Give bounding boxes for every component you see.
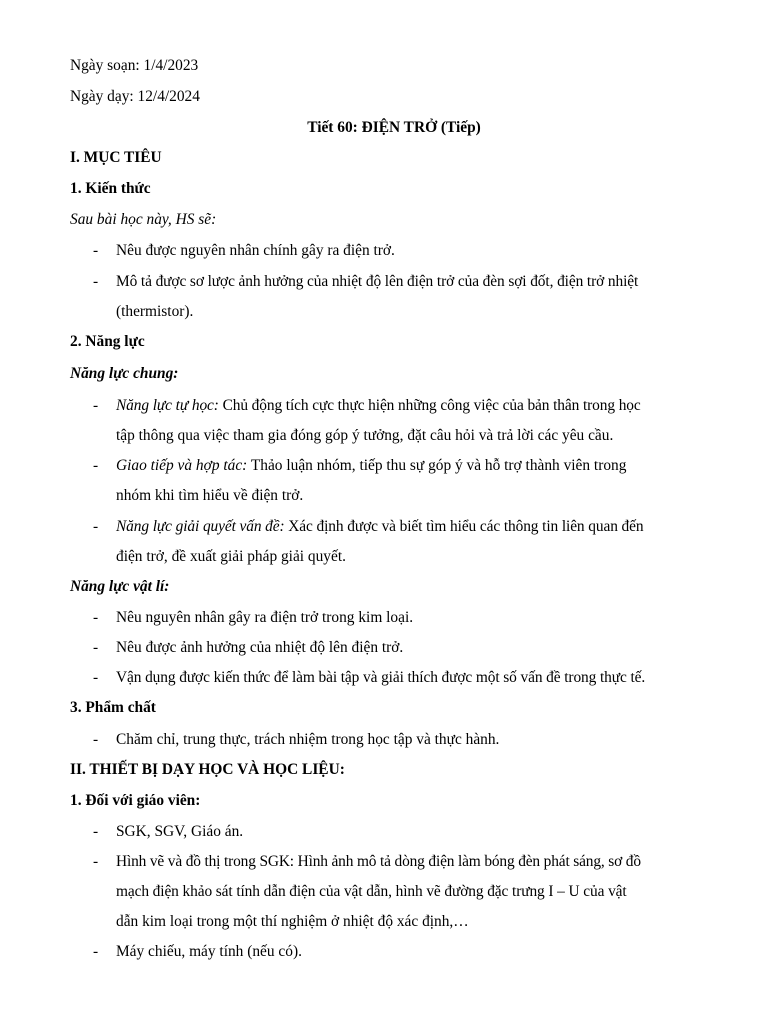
list-item-text-cont: tập thông qua việc tham gia đóng góp ý tưởng, đặt câu hỏi và trả lời các yêu cầu. bbox=[116, 427, 614, 444]
list-item-label: Năng lực giải quyết vấn đề: bbox=[116, 518, 285, 535]
list-item-text: Nêu được nguyên nhân chính gây ra điện trở. bbox=[116, 242, 395, 259]
list-item-text: SGK, SGV, Giáo án. bbox=[116, 823, 244, 840]
date-taught: Ngày dạy: 12/4/2024 bbox=[70, 88, 200, 105]
knowledge-heading: 1. Kiến thức bbox=[70, 180, 151, 197]
list-item-text bbox=[116, 456, 626, 476]
list-item-text: Chăm chỉ, trung thực, trách nhiệm trong học tập và thực hành. bbox=[116, 731, 500, 748]
knowledge-intro: Sau bài học này, HS sẽ: bbox=[70, 211, 217, 228]
list-item-text-cont: điện trở, đề xuất giải pháp giải quyết. bbox=[116, 548, 346, 565]
list-item-text bbox=[116, 517, 643, 537]
list-item-text-cont: (thermistor). bbox=[116, 303, 194, 320]
bullet-dash: - bbox=[93, 273, 99, 290]
list-item-body: Thảo luận nhóm, tiếp thu sự góp ý và hỗ trợ thành viên trong bbox=[247, 457, 627, 474]
bullet-dash: - bbox=[93, 397, 99, 414]
bullet-dash: - bbox=[93, 853, 99, 870]
teacher-heading: 1. Đối với giáo viên: bbox=[70, 792, 201, 809]
bullet-dash: - bbox=[93, 823, 99, 840]
bullet-dash: - bbox=[93, 943, 99, 960]
list-item-text: Nêu được ảnh hưởng của nhiệt độ lên điện trở. bbox=[116, 639, 404, 656]
competence-heading: 2. Năng lực bbox=[70, 333, 145, 350]
list-item-label: Năng lực tự học: bbox=[116, 397, 219, 414]
list-item-text-cont: mạch điện khảo sát tính dẫn điện của vật dẫn, hình vẽ đường đặc trưng I – U của vật bbox=[116, 883, 627, 900]
list-item-text: Hình vẽ và đồ thị trong SGK: Hình ảnh mô tả dòng điện làm bóng đèn phát sáng, sơ đồ bbox=[116, 853, 641, 870]
list-item-text: Nêu nguyên nhân gây ra điện trở trong kim loại. bbox=[116, 609, 414, 626]
list-item-text: Vận dụng được kiến thức để làm bài tập và giải thích được một số vấn đề trong thực tế. bbox=[116, 669, 646, 686]
section2-heading: II. THIẾT BỊ DẠY HỌC VÀ HỌC LIỆU: bbox=[70, 761, 345, 778]
date-prepared: Ngày soạn: 1/4/2023 bbox=[70, 57, 199, 74]
list-item-text-cont: dẫn kim loại trong một thí nghiệm ở nhiệt độ xác định,… bbox=[116, 913, 469, 930]
section1-heading: I. MỤC TIÊU bbox=[70, 149, 162, 166]
bullet-dash: - bbox=[93, 609, 99, 626]
bullet-dash: - bbox=[93, 639, 99, 656]
bullet-dash: - bbox=[93, 669, 99, 686]
list-item-text: Mô tả được sơ lược ảnh hưởng của nhiệt độ lên điện trở của đèn sợi đốt, điện trở nhiệt bbox=[116, 273, 639, 290]
list-item-text-cont: nhóm khi tìm hiểu về điện trở. bbox=[116, 487, 304, 504]
bullet-dash: - bbox=[93, 518, 99, 535]
list-item-text: Máy chiếu, máy tính (nếu có). bbox=[116, 943, 302, 960]
list-item-text bbox=[116, 396, 641, 416]
list-item-label: Giao tiếp và hợp tác: bbox=[116, 457, 248, 474]
bullet-dash: - bbox=[93, 457, 99, 474]
bullet-dash: - bbox=[93, 242, 99, 259]
qualities-heading: 3. Phẩm chất bbox=[70, 699, 156, 716]
general-competence-heading: Năng lực chung: bbox=[70, 365, 179, 382]
list-item-body: Xác định được và biết tìm hiểu các thông tin liên quan đến bbox=[284, 518, 644, 535]
physics-competence-heading: Năng lực vật lí: bbox=[70, 578, 170, 595]
lesson-title: Tiết 60: ĐIỆN TRỞ (Tiếp) bbox=[307, 119, 481, 136]
list-item-body: Chủ động tích cực thực hiện những công việc của bản thân trong học bbox=[218, 397, 641, 414]
bullet-dash: - bbox=[93, 731, 99, 748]
